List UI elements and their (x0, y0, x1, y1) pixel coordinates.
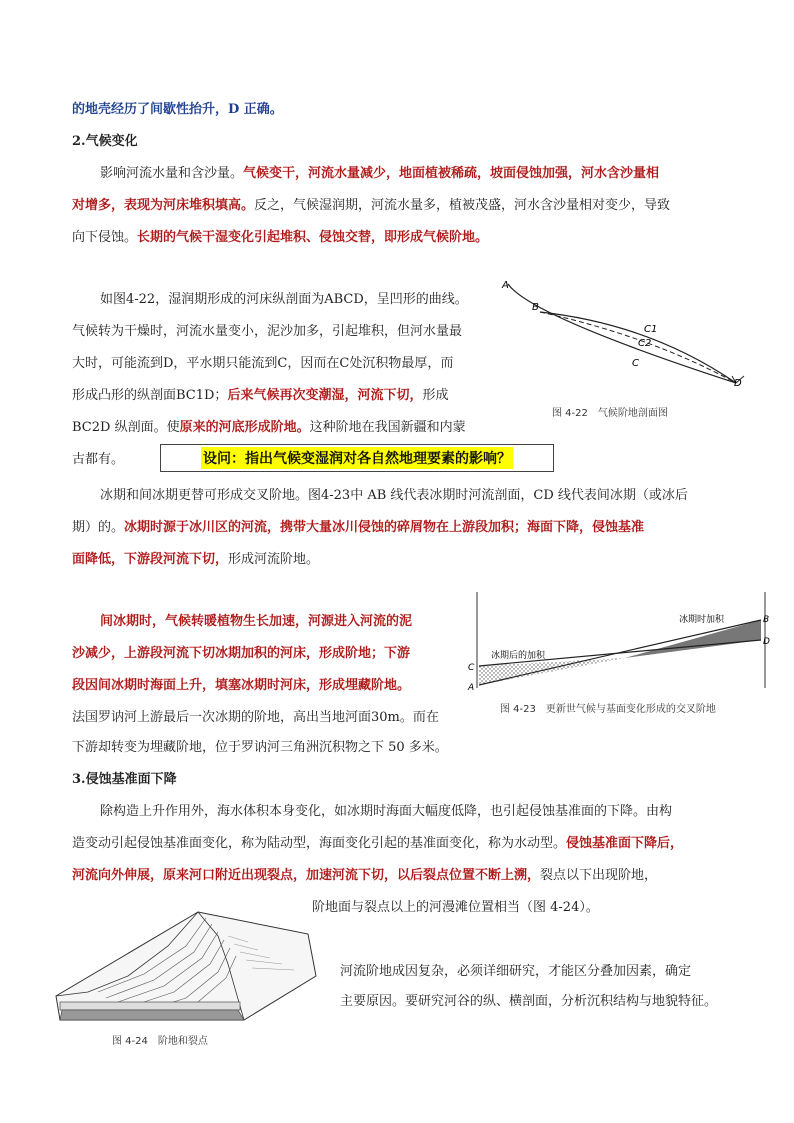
paragraph-line: 沙减少，上游段河流下切冰期加积的河床，形成阶地；下游 (72, 646, 411, 661)
text-emphasis: 后来气候再次变潮湿，河流下切， (227, 388, 423, 403)
paragraph-line (72, 834, 683, 854)
figure-4-24-caption: 图 4-24 阶地和裂点 (112, 1036, 208, 1047)
paragraph-line (100, 164, 659, 184)
profile-abcd (508, 284, 736, 383)
text-normal: BC2D 纵剖面。使 (72, 420, 180, 435)
figure-4-23-diagram (465, 588, 775, 696)
paragraph-line (72, 866, 657, 886)
paragraph-line (72, 196, 670, 216)
text-normal: 反之，气候湿润期，河流水量多，植被茂盛，河水含沙量相对变少，导致 (254, 198, 671, 213)
postglacial-fill (479, 658, 625, 685)
paragraph-line: 间冰期时，气候转暖植物生长加速，河源进入河流的泥 (100, 614, 413, 629)
paragraph-line: 气候转为干燥时，河流水量变小，泥沙加多，引起堆积，但河水量最 (72, 324, 463, 339)
label-c2: C2 (638, 338, 652, 349)
section-heading-base-level: 3.侵蚀基准面下降 (72, 772, 177, 787)
text-normal: 向下侵蚀。 (72, 230, 138, 245)
figure-4-23-caption: 图 4-23 更新世气候与基面变化形成的交叉阶地 (500, 704, 716, 715)
label-d: D (734, 378, 742, 388)
section-heading-climate: 2.气候变化 (72, 134, 138, 149)
text-normal: 形成凸形的纵剖面BC1D； (72, 388, 228, 403)
sediment-band (60, 1002, 240, 1010)
text-normal: 这种阶地在我国新疆和内蒙 (309, 420, 466, 435)
label-b: B (763, 615, 770, 625)
paragraph-line (72, 418, 466, 438)
text-emphasis: 河流向外伸展，原来河口附近出现裂点，加速河流下切，以后裂点位置不断上溯， (72, 868, 541, 883)
text-emphasis: 原来的河底形成阶地。 (179, 420, 310, 435)
paragraph-line: 除构造上升作用外，海水体积本身变化，如冰期时海面大幅度低降，也引起侵蚀基准面的下降。由构 (100, 804, 673, 819)
paragraph-line: 段因间冰期时海面上升，填塞冰期时河床，形成埋藏阶地。 (72, 678, 411, 693)
question-text: 设问：指出气候变湿润对各自然地理要素的影响？ (201, 447, 513, 469)
glacial-fill (625, 620, 761, 658)
text-normal: 影响河流水量和含沙量。 (100, 166, 244, 181)
text-normal: 形成 (422, 388, 449, 403)
text-emphasis: 气候变干，河流水量减少，地面植被稀疏，坡面侵蚀加强，河水含沙量相 (243, 166, 660, 181)
text-emphasis: 长期的气候干湿变化引起堆积、侵蚀交替，即形成气候阶地。 (137, 230, 489, 245)
paragraph-line: 冰期和间冰期更替可形成交叉阶地。图4-23中 AB 线代表冰期时河流剖面，CD 线代表间冰期（或冰后 (100, 488, 688, 503)
label-a: A (468, 683, 475, 693)
paragraph-line: 河流阶地成因复杂，必须详细研究，才能区分叠加因素，确定 (340, 964, 692, 979)
text-normal: 造变动引起侵蚀基准面变化，称为陆动型，海面变化引起的基准面变化，称为水动型。 (72, 836, 567, 851)
paragraph-line (72, 386, 448, 406)
text-emphasis: 面降低，下游段河流下切， (72, 552, 229, 567)
label-c: C (468, 663, 475, 673)
paragraph-line (72, 550, 319, 570)
paragraph-line (72, 518, 644, 538)
label-postglacial: 冰期后的加积 (491, 651, 546, 661)
label-b: B (532, 302, 539, 313)
figure-4-24-diagram (48, 906, 320, 1024)
figure-4-22-caption: 图 4-22 气候阶地剖面图 (552, 408, 668, 419)
label-d: D (763, 637, 770, 647)
label-a: A (502, 280, 509, 291)
text-normal: 裂点以下出现阶地， (540, 868, 658, 883)
text-emphasis: 对增多，表现为河床堆积填高。 (72, 198, 255, 213)
label-c: C (632, 358, 639, 369)
paragraph-line: 古都有。 (72, 452, 125, 467)
question-callout (160, 444, 554, 472)
paragraph-line: 法国罗讷河上游最后一次冰期的阶地，高出当地河面30m。而在 (72, 710, 439, 725)
intro-line: 的地壳经历了间歇性抬升，D 正确。 (72, 102, 283, 117)
paragraph-line: 主要原因。要研究河谷的纵、横剖面，分析沉积结构与地貌特征。 (340, 994, 718, 1009)
paragraph-line: 下游却转变为埋藏阶地，位于罗讷河三角洲沉积物之下 50 多米。 (72, 740, 448, 755)
text-emphasis: 侵蚀基准面下降后， (566, 836, 684, 851)
label-c1: C1 (644, 324, 658, 335)
text-emphasis: 冰期时源于冰川区的河流，携带大量冰川侵蚀的碎屑物在上游段加积；海面下降，侵蚀基准 (124, 520, 645, 535)
text-normal: 形成河流阶地。 (228, 552, 320, 567)
paragraph-line (72, 228, 488, 248)
label-glacial: 冰期时加积 (679, 615, 725, 625)
paragraph-line: 阶地面与裂点以上的河漫滩位置相当（图 4-24）。 (312, 900, 599, 915)
paragraph-line: 大时，可能流到D，平水期只能流到C，因而在C处沉积物最厚，而 (72, 356, 454, 371)
paragraph-line: 如图4-22，湿润期形成的河床纵剖面为ABCD，呈凹形的曲线。 (100, 292, 468, 307)
figure-4-22-diagram (500, 276, 750, 388)
text-normal: 期）的。 (72, 520, 125, 535)
bedrock-band (60, 1010, 244, 1020)
